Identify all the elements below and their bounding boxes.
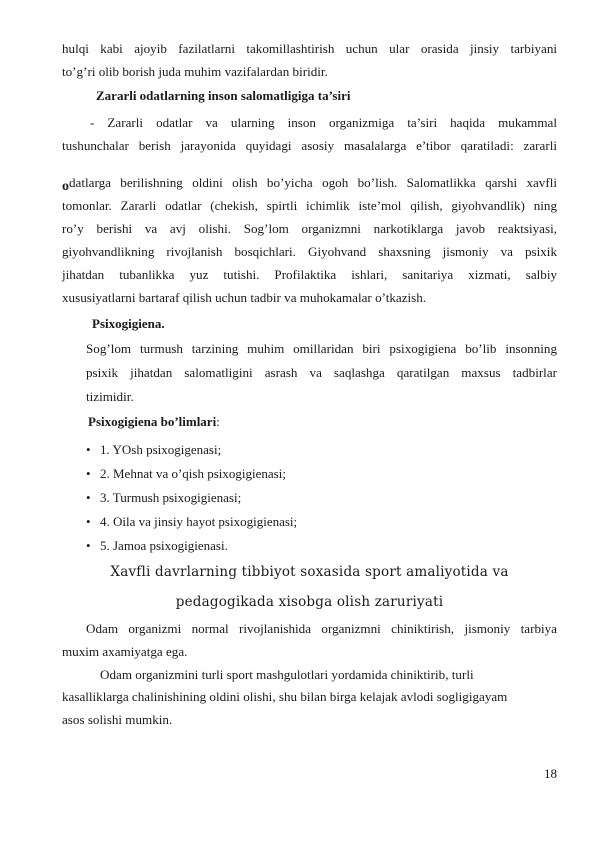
- paragraph-line: odatlarga berilishning oldini olish bo’yicha ogoh bo’lish. Salomatlikka qarshi xavfli: [62, 175, 557, 194]
- bullet-icon: •: [86, 466, 91, 481]
- document-page: hulqi kabi ajoyib fazilatlarni takomillashtirish uchun ular orasida jinsiy tarbiyani to’g’ri olib borish juda muhim vazifalardan biridir. Zararli odatlarning inson salomatligiga ta’siri - Zararli odatlar va ularning inson organizmiga ta’siri haqida mukammal tushunchalar berish jarayonida quyidagi asosiy masalalarga e’tibor qaratiladi: zararli odatlarga berilishning oldini olish bo’yicha ogoh bo’lish. Salomatlikka qarshi xavfli tomonlar. Zararli odatlar (chekish, spirtli ichimlik iste’mol qilish, giyohvandlik) ning ro’y berishi va avj olishi. Sog’lom organizmni narkotiklarga javob reaktsiyasi, giyohvandlikning rivojlanish bosqichlari. Giyohvand shaxsning jismoniy va psixik jihatdan tubanlikka yuz tutishi. Profilaktika ishlari, sanitariya xizmati, salbiy xususiyatlarni bartaraf qilish uchun tadbir va muhokamalar o’tkazish. Psixogigiena. Sog’lom turmush tarzining muhim omillaridan biri psixogigiena bo’lib insonning psixik jihatdan salomatligini asrash va saqlashga qaratilgan maxsus tadbirlar tizimidir. Psixogigiena bo’limlari: • 1. YOsh psixogigenasi; • 2. Mehnat va o’qish psixogigienasi; • 3. Turmush psixogigienasi; • 4. Oila va jinsiy hayot psixogigienasi; • 5. Jamoa psixogigienasi. Xavfli davrlarning tibbiyot soxasida sport amaliyotida va pedagogikada xisobga olish zaruriyati Odam organizmi normal rivojlanishida organizmni chiniktirish, jismoniy tarbiya muxim axamiyatga ega. Odam organizmini turli sport mashgulotlari yordamida chiniktirib, turli kasalliklarga chalinishining oldini olishi, shu bilan birga kelajak avlodi sogligigayam asos solishi mumkin. 18: [0, 0, 595, 842]
- bullet-icon: •: [86, 514, 91, 529]
- paragraph-line: - Zararli odatlar va ularning inson organizmiga ta’siri haqida mukammal: [90, 115, 557, 130]
- drop-mark: o: [62, 179, 69, 194]
- paragraph-line: muxim axamiyatga ega.: [62, 644, 188, 659]
- bullet-icon: •: [86, 442, 91, 457]
- section-heading: Psixogigiena bo’limlari:: [88, 414, 220, 429]
- paragraph-line: Odam organizmi normal rivojlanishida organizmni chiniktirish, jismoniy tarbiya: [86, 621, 557, 636]
- paragraph-line: Sog’lom turmush tarzining muhim omillaridan biri psixogigiena bo’lib insonning: [86, 341, 557, 356]
- paragraph-line: jihatdan tubanlikka yuz tutishi. Profilaktika ishlari, sanitariya xizmati, salbiy: [62, 267, 557, 282]
- bullet-icon: •: [86, 538, 91, 553]
- paragraph-line: psixik jihatdan salomatligini asrash va saqlashga qaratilgan maxsus tadbirlar: [86, 365, 557, 380]
- paragraph-line: giyohvandlikning rivojlanish bosqichlari. Giyohvand shaxsning jismoniy va psixik: [62, 244, 557, 259]
- paragraph-line: Odam organizmini turli sport mashgulotlari yordamida chiniktirib, turli: [100, 667, 474, 682]
- paragraph-line: tomonlar. Zararli odatlar (chekish, spirtli ichimlik iste’mol qilish, giyohvandlik) ning: [62, 198, 557, 213]
- paragraph-line: to’g’ri olib borish juda muhim vazifalardan biridir.: [62, 64, 328, 79]
- paragraph-line: ro’y berishi va avj olishi. Sog’lom organizmni narkotiklarga javob reaktsiyasi,: [62, 221, 557, 236]
- paragraph-line: tizimidir.: [86, 389, 134, 404]
- bullet-icon: •: [86, 490, 91, 505]
- paragraph-line: xususiyatlarni bartaraf qilish uchun tadbir va muhokamalar o’tkazish.: [62, 290, 427, 305]
- paragraph-line: tushunchalar berish jarayonida quyidagi asosiy masalalarga e’tibor qaratiladi: zararli: [62, 138, 557, 153]
- paragraph-line: kasalliklarga chalinishining oldini olishi, shu bilan birga kelajak avlodi sogligigayam: [62, 689, 508, 704]
- paragraph-line: asos solishi mumkin.: [62, 712, 173, 727]
- paragraph-line: hulqi kabi ajoyib fazilatlarni takomillashtirish uchun ular orasida jinsiy tarbiyani: [62, 41, 557, 56]
- section-title: Xavfli davrlarning tibbiyot soxasida sport amaliyotida va: [110, 564, 509, 580]
- section-heading: Zararli odatlarning inson salomatligiga ta’siri: [96, 88, 351, 103]
- page-number: 18: [544, 766, 557, 781]
- section-heading: Psixogigiena.: [92, 316, 165, 331]
- section-title: pedagogikada xisobga olish zaruriyati: [175, 594, 444, 610]
